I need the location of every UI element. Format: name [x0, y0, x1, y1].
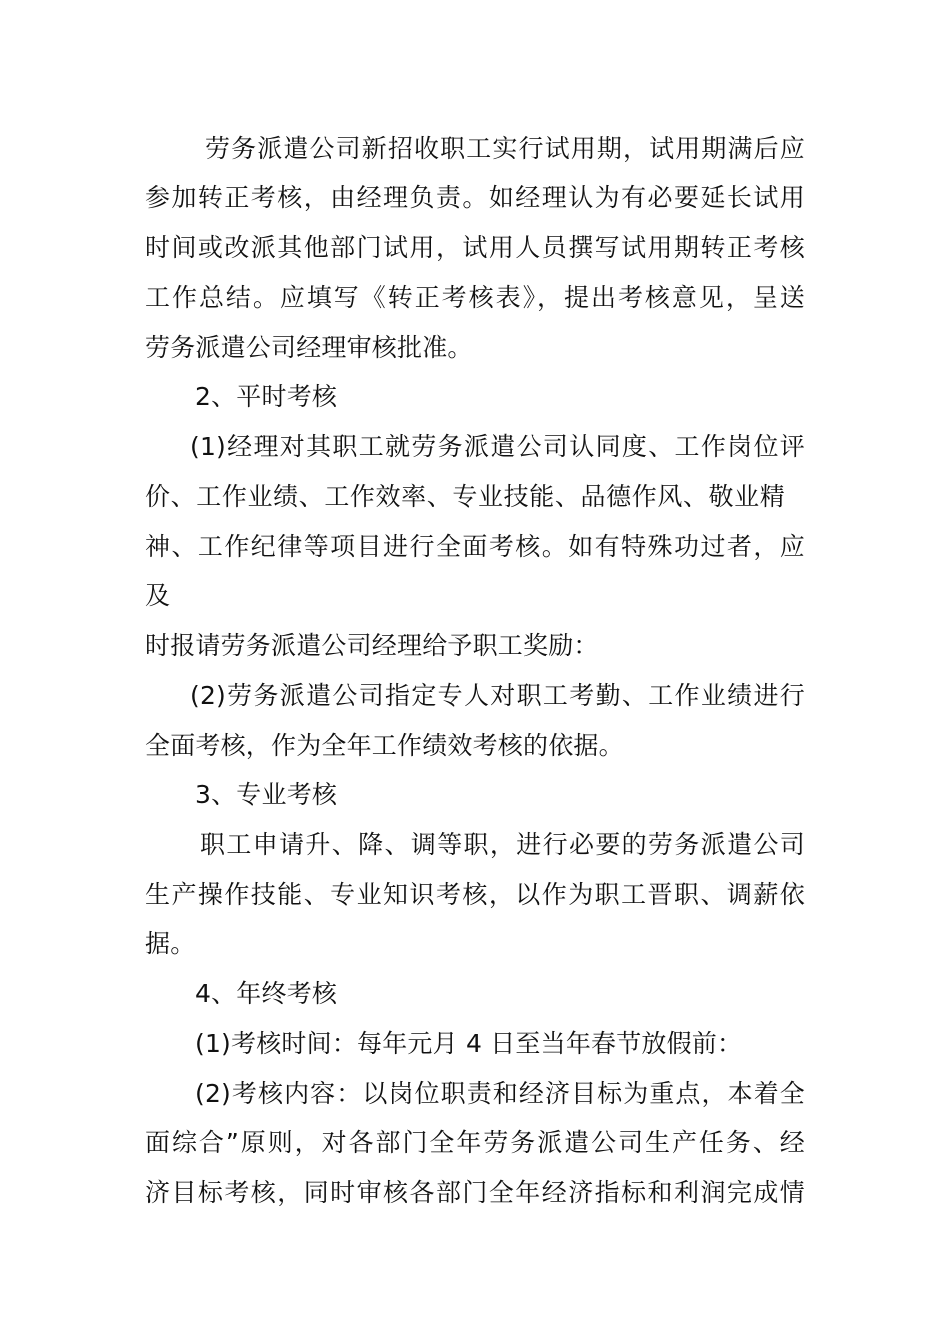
paragraph-5-line-1: (1)考核时间：每年元月 4 日至当年春节放假前：	[195, 1029, 743, 1058]
paragraph-4-line-3: 据。	[145, 929, 196, 958]
paragraph-1-line-1: 劳务派遣公司新招收职工实行试用期，试用期满后应	[205, 134, 805, 163]
paragraph-4-line-2: 生产操作技能、专业知识考核，以作为职工晋职、调薪依	[145, 880, 805, 909]
paragraph-6-line-2: 面综合”原则，对各部门全年劳务派遣公司生产任务、经	[145, 1128, 805, 1157]
paragraph-2-line-1: (1)经理对其职工就劳务派遣公司认同度、工作岗位评	[190, 432, 805, 461]
paragraph-2-line-5: 时报请劳务派遣公司经理给予职工奖励：	[145, 631, 599, 660]
paragraph-3-line-2: 全面考核，作为全年工作绩效考核的依据。	[145, 731, 624, 760]
paragraph-4-line-1: 职工申请升、降、调等职，进行必要的劳务派遣公司	[200, 830, 805, 859]
paragraph-6-line-3: 济目标考核，同时审核各部门全年经济指标和利润完成情	[145, 1178, 805, 1207]
section-heading-2: 2、平时考核	[195, 382, 338, 411]
paragraph-1-line-4: 工作总结。应填写《转正考核表》，提出考核意见，呈送	[145, 283, 805, 312]
paragraph-2-line-3: 神、工作纪律等项目进行全面考核。如有特殊功过者，应	[145, 532, 805, 561]
section-heading-3: 3、专业考核	[195, 780, 338, 809]
paragraph-6-line-1: (2)考核内容：以岗位职责和经济目标为重点，本着全	[195, 1079, 805, 1108]
paragraph-1-line-3: 时间或改派其他部门试用，试用人员撰写试用期转正考核	[145, 233, 805, 262]
paragraph-3-line-1: (2)劳务派遣公司指定专人对职工考勤、工作业绩进行	[190, 681, 805, 710]
paragraph-1-line-5: 劳务派遣公司经理审核批准。	[145, 333, 473, 362]
paragraph-2-line-2: 价、工作业绩、工作效率、专业技能、品德作风、敬业精	[145, 482, 785, 511]
paragraph-2-line-4: 及	[145, 581, 171, 610]
section-heading-4: 4、年终考核	[195, 979, 338, 1008]
paragraph-1-line-2: 参加转正考核，由经理负责。如经理认为有必要延长试用	[145, 183, 805, 212]
